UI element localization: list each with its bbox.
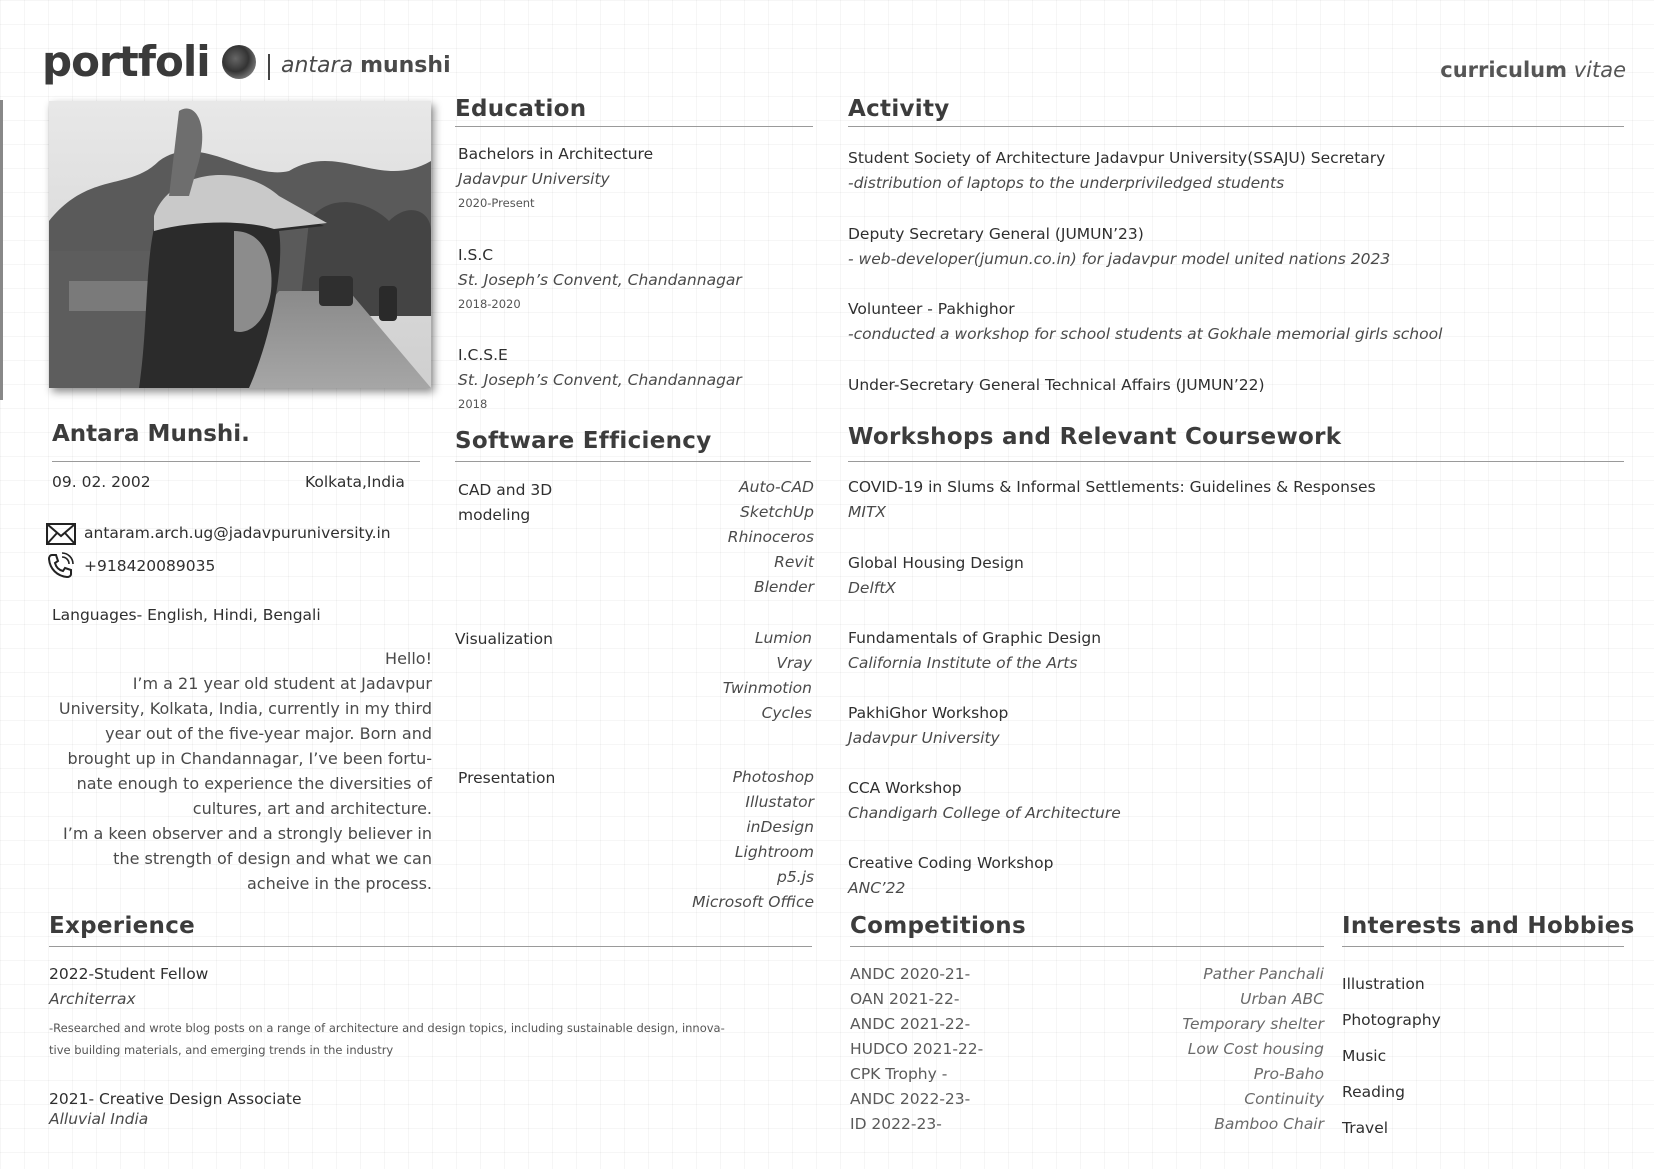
software-tool: Auto-CAD [739, 478, 814, 496]
competition-name: HUDCO 2021-22- [850, 1040, 984, 1058]
software-tool: p5.js [776, 868, 814, 886]
workshops-heading: Workshops and Relevant Coursework [848, 424, 1342, 450]
workshop-title: COVID-19 in Slums & Informal Settlements: Guidelines & Responses [848, 478, 1376, 496]
software-category: Visualization [455, 630, 553, 648]
header-name-first: antara [281, 53, 354, 78]
software-tool: inDesign [746, 818, 814, 836]
experience-org: Architerrax [49, 990, 136, 1008]
cv-word1: curriculum [1440, 58, 1568, 82]
edu-years: 2020-Present [458, 196, 535, 210]
competition-project: Temporary shelter [1182, 1015, 1324, 1033]
competition-project: Low Cost housing [1187, 1040, 1324, 1058]
profile-name: Antara Munshi. [52, 421, 250, 447]
experience-title: 2022-Student Fellow [49, 965, 209, 983]
activity-heading: Activity [848, 96, 950, 122]
workshop-org: Chandigarh College of Architecture [848, 804, 1121, 822]
competition-project: Bamboo Chair [1214, 1115, 1324, 1133]
software-tool: Lightroom [734, 843, 814, 861]
bio-paragraph: I’m a 21 year old student at Jadavpur University, Kolkata, India, currently in my third year out of the five-year major. Born and brought up in Chandannagar, I’ve been fortu-nate enough to experience the diversities of cultures, art and architecture. [58, 674, 432, 818]
activity-desc: -conducted a workshop for school students at Gokhale memorial girls school [848, 325, 1443, 343]
workshop-org: MITX [848, 503, 887, 521]
software-tool: Microsoft Office [692, 893, 814, 911]
competition-name: OAN 2021-22- [850, 990, 960, 1008]
software-tools [600, 765, 814, 915]
edu-years: 2018 [458, 397, 488, 411]
software-tool: Cycles [761, 704, 812, 722]
education-rule [455, 126, 813, 127]
workshop-title: PakhiGhor Workshop [848, 704, 1009, 722]
workshop-title: Fundamentals of Graphic Design [848, 629, 1102, 647]
cv-word2: vitae [1573, 58, 1626, 82]
software-tool: Twinmotion [722, 679, 812, 697]
competition-name: ID 2022-23- [850, 1115, 942, 1133]
logo-circle-icon [222, 45, 256, 79]
experience-heading: Experience [49, 913, 196, 939]
interest-item: Travel [1342, 1119, 1389, 1137]
edu-title: Bachelors in Architecture [458, 145, 654, 163]
competition-names [850, 962, 1050, 1137]
competition-name: ANDC 2022-23- [850, 1090, 971, 1108]
workshops-rule [848, 461, 1624, 462]
experience-rule [49, 946, 812, 947]
cv-label [1440, 58, 1626, 82]
languages-text: Languages- English, Hindi, Bengali [52, 606, 321, 624]
competition-name: ANDC 2021-22- [850, 1015, 971, 1033]
activity-title: Deputy Secretary General (JUMUN’23) [848, 225, 1144, 243]
workshop-title: Creative Coding Workshop [848, 854, 1054, 872]
interests-list [1342, 966, 1441, 1146]
software-category: Presentation [458, 769, 556, 787]
competition-projects [1100, 962, 1324, 1137]
software-rule [455, 461, 811, 462]
interest-item: Photography [1342, 1011, 1441, 1029]
competitions-rule [850, 946, 1324, 947]
edu-years: 2018-2020 [458, 297, 521, 311]
software-tools [640, 475, 814, 600]
edu-title: I.S.C [458, 246, 494, 264]
edu-school: St. Joseph’s Convent, Chandannagar [458, 271, 742, 289]
activity-desc: -distribution of laptops to the underpriviledged students [848, 174, 1285, 192]
edu-school: St. Joseph’s Convent, Chandannagar [458, 371, 742, 389]
software-tool: Illustator [745, 793, 814, 811]
logo-wordmark: portfoli [42, 37, 210, 86]
profile-rule [52, 461, 420, 462]
competition-project: Urban ABC [1240, 990, 1324, 1008]
competitions-heading: Competitions [850, 913, 1026, 939]
edu-school: Jadavpur University [458, 170, 610, 188]
email-text[interactable]: antaram.arch.ug@jadavpuruniversity.in [84, 524, 391, 542]
experience-desc: -Researched and wrote blog posts on a range of architecture and design topics, including sustainable design, innova- tive building materials, and emerging trends in the industry [49, 1021, 725, 1057]
software-tool: Revit [774, 553, 814, 571]
phone-text[interactable]: +918420089035 [84, 557, 216, 575]
workshop-title: Global Housing Design [848, 554, 1024, 572]
software-tool: SketchUp [740, 503, 814, 521]
header-name-last: munshi [360, 53, 451, 78]
activity-rule [848, 126, 1624, 127]
phone-icon [46, 552, 74, 584]
activity-title: Under-Secretary General Technical Affairs (JUMUN’22) [848, 376, 1265, 394]
software-tool: Photoshop [732, 768, 814, 786]
software-tool: Blender [753, 578, 814, 596]
interests-rule [1342, 946, 1624, 947]
interest-item: Music [1342, 1047, 1387, 1065]
bio-text [52, 646, 432, 896]
software-tool: Lumion [754, 629, 812, 647]
activity-desc: - web-developer(jumun.co.in) for jadavpur model united nations 2023 [848, 250, 1391, 268]
workshop-org: DelftX [848, 579, 896, 597]
software-tool: Vray [776, 654, 812, 672]
profile-photo [49, 101, 431, 388]
bio-greeting: Hello! [385, 649, 432, 668]
workshop-org: Jadavpur University [848, 729, 1000, 747]
workshop-title: CCA Workshop [848, 779, 962, 797]
competition-project: Pather Panchali [1203, 965, 1324, 983]
header-name [281, 53, 451, 78]
education-heading: Education [455, 96, 587, 122]
interests-heading: Interests and Hobbies [1342, 913, 1635, 939]
edu-title: I.C.S.E [458, 346, 508, 364]
activity-title: Volunteer - Pakhighor [848, 300, 1015, 318]
activity-title: Student Society of Architecture Jadavpur University(SSAJU) Secretary [848, 149, 1386, 167]
envelope-icon [46, 523, 76, 549]
workshop-org: ANC’22 [848, 879, 906, 897]
header-divider [268, 54, 270, 80]
software-category: CAD and 3D modeling [458, 481, 553, 524]
profile-location: Kolkata,India [305, 473, 405, 491]
profile-dob: 09. 02. 2002 [52, 473, 151, 491]
competition-project: Pro-Baho [1253, 1065, 1324, 1083]
software-tool: Rhinoceros [727, 528, 814, 546]
page-edge-mark [0, 100, 3, 400]
software-tools [640, 626, 812, 726]
experience-org: Alluvial India [49, 1110, 149, 1128]
competition-name: ANDC 2020-21- [850, 965, 971, 983]
workshop-org: California Institute of the Arts [848, 654, 1078, 672]
profile-photo-image [49, 101, 431, 388]
interest-item: Illustration [1342, 975, 1425, 993]
competition-name: CPK Trophy - [850, 1065, 948, 1083]
experience-title: 2021- Creative Design Associate [49, 1090, 302, 1108]
bio-paragraph-2: I’m a keen observer and a strongly believer in the strength of design and what we can acheive in the process. [63, 824, 432, 893]
competition-project: Continuity [1244, 1090, 1324, 1108]
software-heading: Software Efficiency [455, 428, 712, 454]
interest-item: Reading [1342, 1083, 1405, 1101]
